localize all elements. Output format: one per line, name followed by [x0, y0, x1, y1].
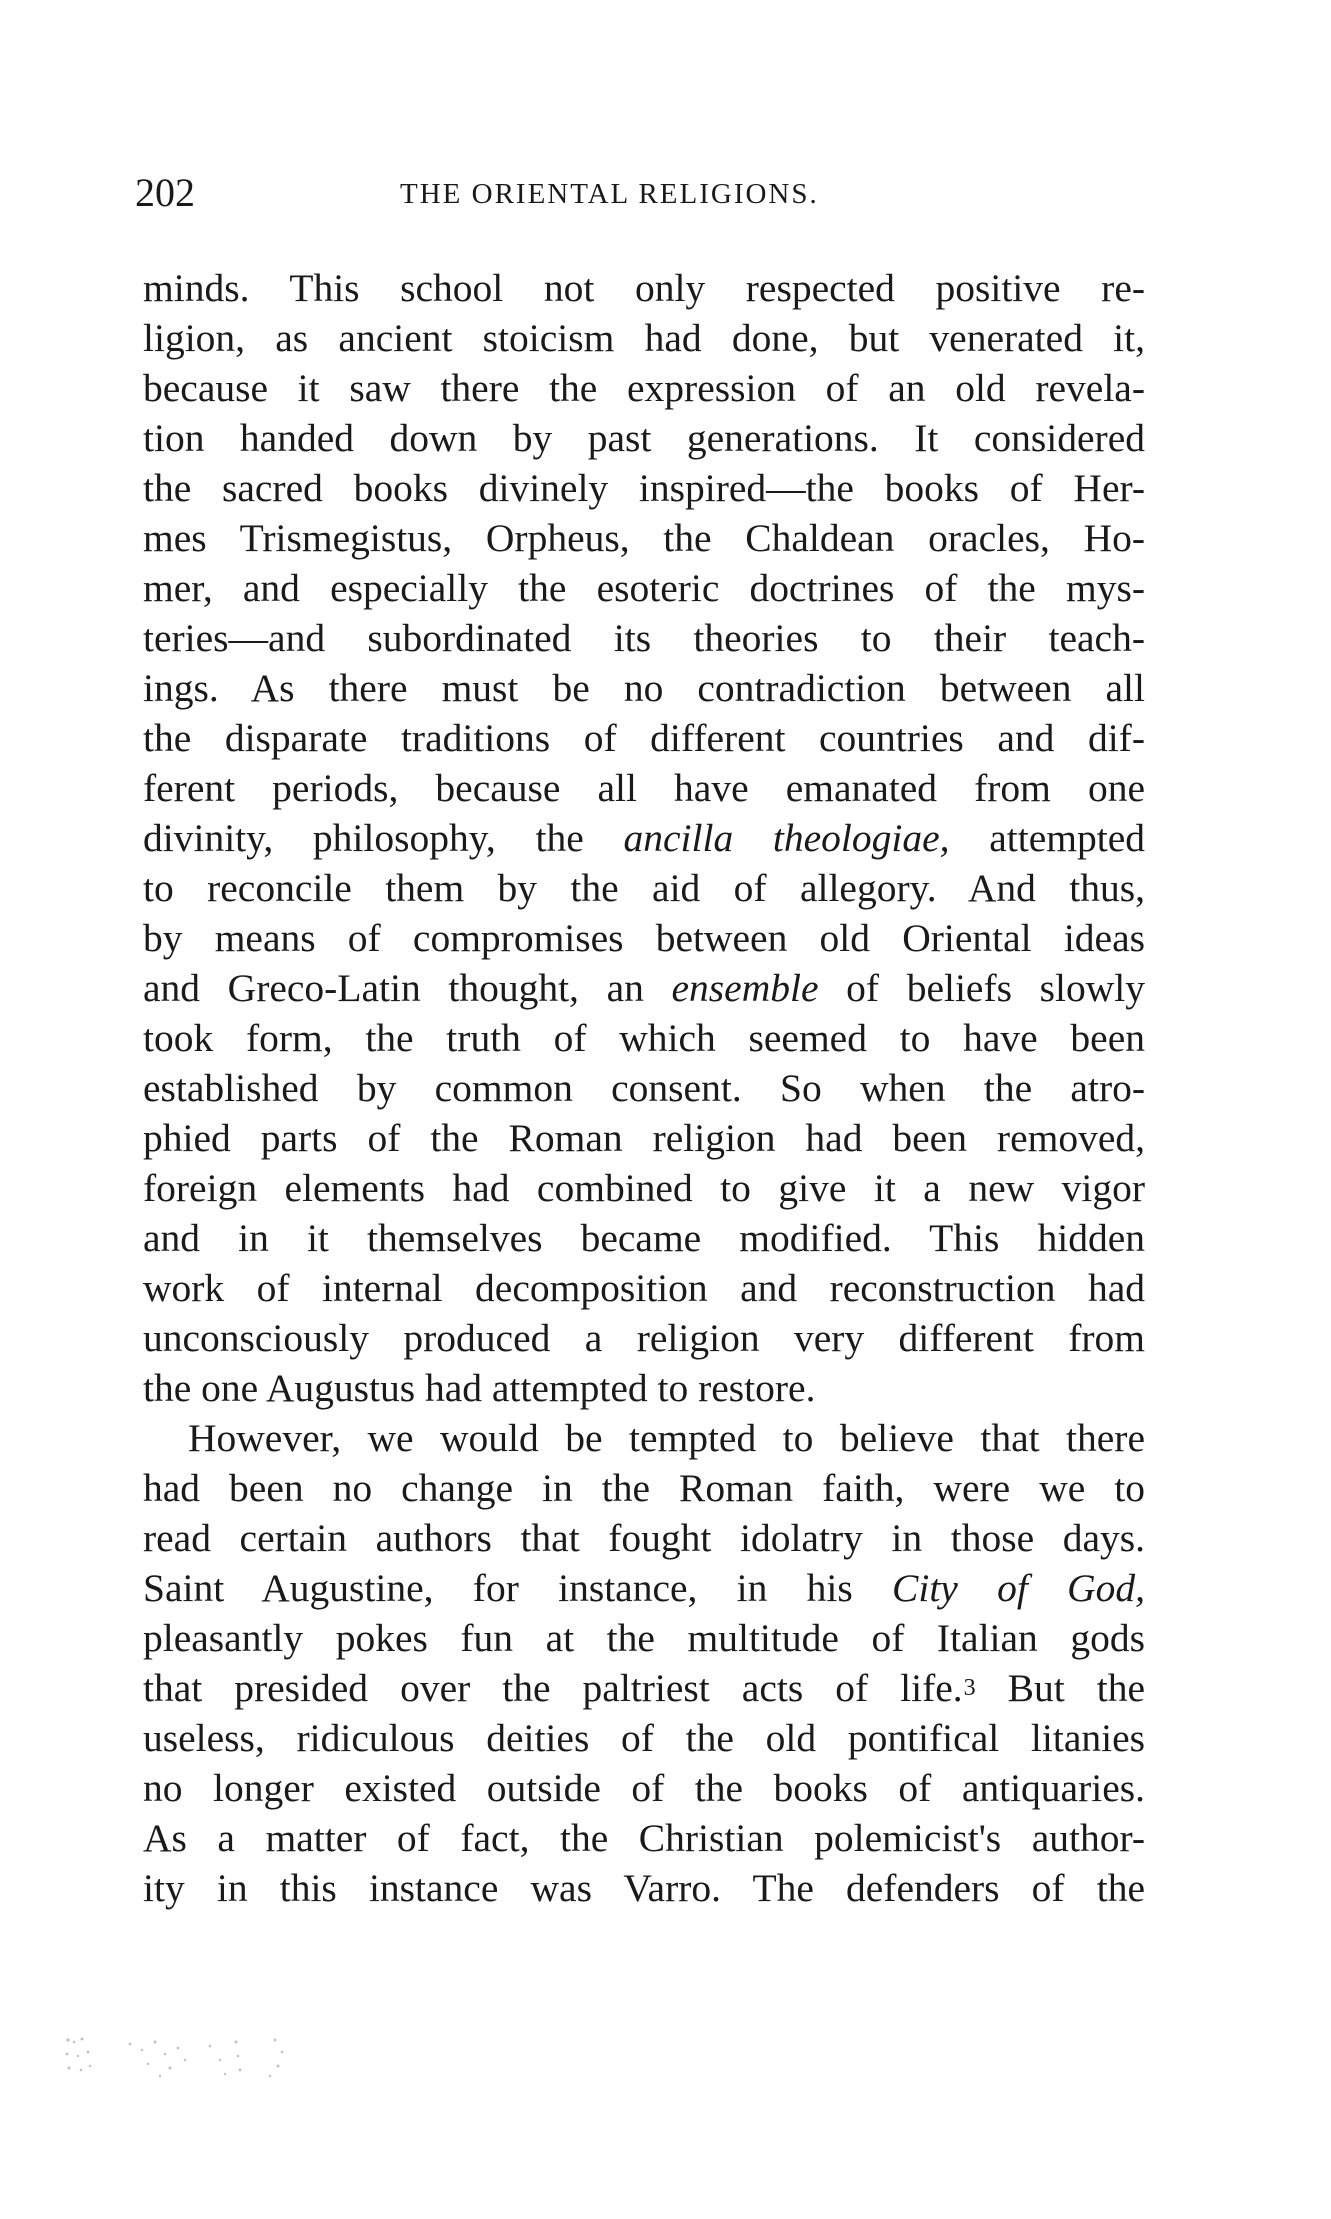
text-line: the sacred books divinely inspired—the books of Her- [143, 466, 1145, 510]
text-segment: and Greco-Latin thought, an [143, 966, 672, 1010]
text-line: established by common consent. So when the atro- [143, 1066, 1145, 1110]
faded-library-stamp [60, 2030, 320, 2100]
text-line: ity in this instance was Varro. The defenders of the [143, 1866, 1145, 1910]
italic-phrase: ensemble [671, 966, 819, 1010]
text-line: had been no change in the Roman faith, were we to [143, 1466, 1145, 1510]
text-line: the disparate traditions of different countries and dif- [143, 716, 1145, 760]
text-line: no longer existed outside of the books of antiquaries. [143, 1766, 1145, 1810]
text-line [143, 1563, 1145, 1613]
text-line [143, 963, 1145, 1013]
text-line: to reconcile them by the aid of allegory. And thus, [143, 866, 1145, 910]
text-line [143, 1663, 1145, 1713]
text-line: because it saw there the expression of an old revela- [143, 366, 1145, 410]
paragraph-2 [143, 1413, 1145, 1913]
text-line: ligion, as ancient stoicism had done, but venerated it, [143, 316, 1145, 360]
text-line: phied parts of the Roman religion had been removed, [143, 1116, 1145, 1160]
text-line: read certain authors that fought idolatry in those days. [143, 1516, 1145, 1560]
text-line: pleasantly pokes fun at the multitude of Italian gods [143, 1616, 1145, 1660]
footnote-marker: 3 [963, 1675, 976, 1701]
text-line: mes Trismegistus, Orpheus, the Chaldean oracles, Ho- [143, 516, 1145, 560]
body-text [143, 263, 1145, 1913]
text-line: minds. This school not only respected positive re- [143, 266, 1145, 310]
text-line: unconsciously produced a religion very different from [143, 1316, 1145, 1360]
text-line: ings. As there must be no contradiction between all [143, 666, 1145, 710]
text-line: foreign elements had combined to give it a new vigor [143, 1166, 1145, 1210]
text-line: and in it themselves became modified. This hidden [143, 1216, 1145, 1260]
text-line: useless, ridiculous deities of the old pontifical litanies [143, 1716, 1145, 1760]
italic-phrase: City of God, [892, 1566, 1145, 1610]
text-segment: of beliefs slowly [818, 966, 1145, 1010]
text-line: tion handed down by past generations. It considered [143, 416, 1145, 460]
text-line: As a matter of fact, the Christian polemicist's author- [143, 1816, 1145, 1860]
italic-phrase: ancilla theologiae, [623, 816, 950, 860]
text-line: teries—and subordinated its theories to their teach- [143, 616, 1145, 660]
text-line: ferent periods, because all have emanated from one [143, 766, 1145, 810]
page-number: 202 [135, 170, 195, 215]
text-line: work of internal decomposition and reconstruction had [143, 1266, 1145, 1310]
text-line: mer, and especially the esoteric doctrines of the mys- [143, 566, 1145, 610]
paragraph-1 [143, 263, 1145, 1413]
text-line [143, 813, 1145, 863]
text-segment: Saint Augustine, for instance, in his [143, 1566, 893, 1610]
text-segment: that presided over the paltriest acts of life. [143, 1666, 963, 1710]
text-segment: divinity, philosophy, the [143, 816, 624, 860]
text-segment: attempted [949, 816, 1145, 860]
text-line: the one Augustus had attempted to restore. [143, 1366, 816, 1410]
text-segment: But the [975, 1666, 1145, 1710]
text-line: However, we would be tempted to believe that there [188, 1416, 1145, 1460]
running-head [135, 168, 1135, 218]
running-title: THE ORIENTAL RELIGIONS. [400, 178, 819, 210]
text-line: took form, the truth of which seemed to have been [143, 1016, 1145, 1060]
text-line: by means of compromises between old Oriental ideas [143, 916, 1145, 960]
